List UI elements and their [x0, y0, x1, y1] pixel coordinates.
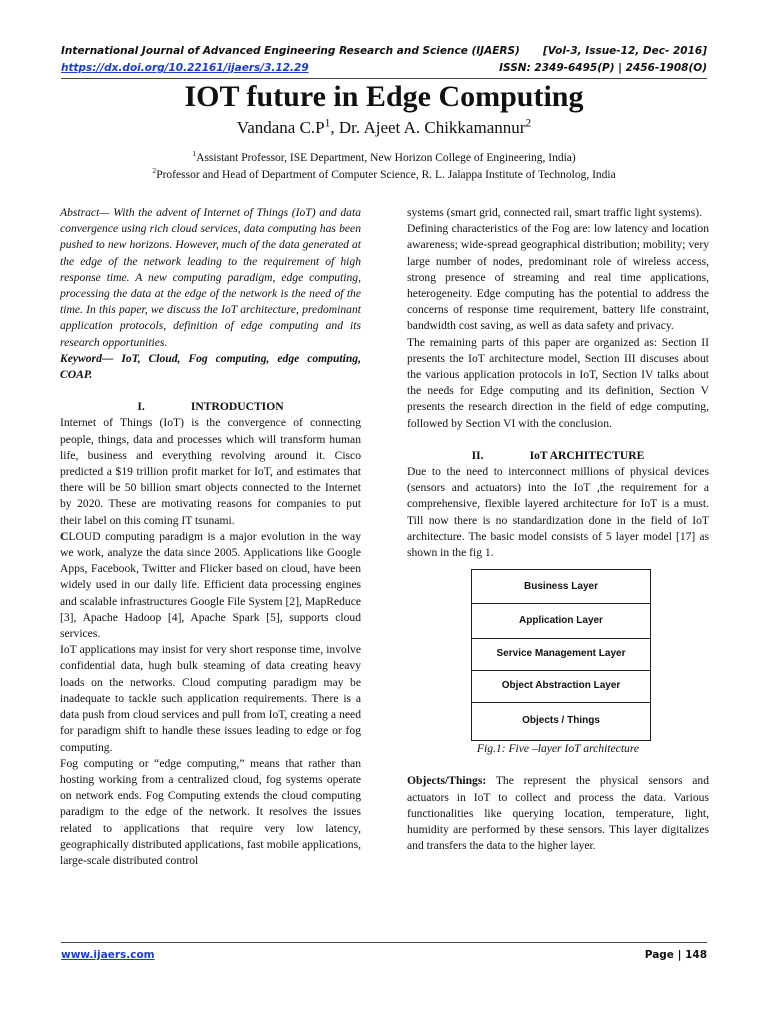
affiliation-2 [0, 166, 768, 181]
objects-things-paragraph [407, 773, 709, 854]
right-paragraph-3: The remaining parts of this paper are organized as: Section II presents the IoT architecture model, Section III discuses about the various application protocols in IoT, Section IV talks about the needs for Edge computing and its definition, Section V presents the research direction in the field of edge computing, followed by Section VI with the conclusion. [407, 335, 709, 430]
footer-rule [61, 942, 707, 943]
right-column [407, 205, 709, 854]
section-1-heading [60, 399, 361, 415]
intro-paragraph-2-text: LOUD computing paradigm is a major evolution in the way we work, analyze the data since 2005. Applications like Google Apps, Facebook, Twitter and Flicker based on cloud, have been widely used in our daily life. Efficient data processing engines and scalable infrastructures Google File System [2], MapReduce [3], Apache Hadoop [4], Apache Spark [5], supports cloud services. [60, 529, 361, 641]
objects-things-text: The represent the physical sensors and actuators in IoT to collect and process the data. Various functionalities like querying location, temperature, light, humidity are performed by these sensors. This layer digitalizes and transfers the data to the higher layer. [407, 774, 709, 853]
abstract: Abstract— With the advent of Internet of Things (IoT) and data convergence using rich cloud services, data computing has been pushed to new horizons. However, much of the data generated at the edge of the network leading to the requirement of high response time. A new computing paradigm, edge computing, processing the data at the edge of the network is the need of the time. In this paper, we discuss the IoT architecture, predominant application protocols, definition of edge computing and its research opportunities. [60, 206, 361, 349]
author-separator: , Dr. Ajeet A. Chikkamannur [330, 118, 526, 137]
author-2-sup: 2 [525, 116, 532, 130]
affiliation-2-sup: 2 [152, 166, 157, 176]
section-2-number: II. [471, 448, 484, 462]
running-header [61, 45, 707, 57]
affiliation-1 [0, 149, 768, 164]
intro-paragraph-4: Fog computing or “edge computing,” means that rather than hosting working from a centralized cloud, fog systems operate on network ends. Fog Computing extends the cloud computing paradigm to the edge of the network. It resolves the issues related to applications that require very low latency, geographically distributed applications, fast mobile applications, large-scale distributed control [60, 756, 361, 867]
figure-layer-objects: Objects / Things [522, 715, 600, 727]
figure-caption: Fig.1: Five –layer IoT architecture [476, 742, 640, 756]
volume-info: [Vol-3, Issue-12, Dec- 2016] [543, 45, 707, 57]
figure-layer-service-management: Service Management Layer [472, 638, 650, 671]
iot-architecture-figure [471, 569, 651, 741]
author-line [0, 118, 768, 138]
section-1-title: INTRODUCTION [190, 400, 284, 414]
running-header-row2 [61, 62, 707, 74]
intro-paragraph-3: IoT applications may insist for very short response time, involve confidential data, hugh bulk steaming of data creating heavy loads on the networks. Cloud computing paradigm may be inadequate to tackle such application requirements. There is a data push from cloud services and pull from IoT, creating a need for paradigm shift to handle these issues leading to edge or fog computing. [60, 643, 361, 754]
author-1-sup: 1 [324, 116, 331, 130]
affiliation-1-text: Assistant Professor, ISE Department, New Horizon College of Engineering, India) [196, 152, 576, 164]
page-footer [61, 949, 707, 961]
objects-things-label: Objects/Things: [407, 774, 487, 788]
keywords: Keyword— IoT, Cloud, Fog computing, edge computing, COAP. [60, 351, 361, 382]
figure-layer-object-abstraction: Object Abstraction Layer [472, 670, 650, 703]
doi-link[interactable]: https://dx.doi.org/10.22161/ijaers/3.12.29 [61, 62, 309, 74]
section-1-number: I. [137, 400, 145, 414]
page-number: Page | 148 [644, 949, 707, 961]
issn-info: ISSN: 2349-6495(P) | 2456-1908(O) [499, 62, 707, 74]
affiliation-1-sup: 1 [192, 149, 197, 159]
intro-paragraph-2 [60, 529, 361, 642]
section-2-heading [407, 448, 709, 464]
right-paragraph-1: systems (smart grid, connected rail, smart traffic light systems). [407, 206, 703, 219]
figure-layer-application: Application Layer [472, 603, 650, 639]
drop-letter: C [60, 529, 69, 543]
journal-website-link[interactable]: www.ijaers.com [61, 949, 155, 961]
section-2-title: IoT ARCHITECTURE [529, 448, 645, 462]
paper-title: IOT future in Edge Computing [184, 80, 584, 113]
right-paragraph-4: Due to the need to interconnect millions of physical devices (sensors and actuators) into the IoT ,the requirement for a comprehensive, flexible layered architecture for IoT is a must. Till now there is no standardization done in the field of IoT architecture. The basic model consists of 5 layer model [17] as shown in the fig 1. [407, 465, 709, 560]
header-rule [61, 78, 707, 79]
intro-paragraph-1: Internet of Things (IoT) is the convergence of connecting people, things, data and processes which will transform human life, business and everything revolving around it. Cisco predicted a $19 trillion profit market for IoT, and estimates that there will be 50 billion smart objects connected to the Internet by 2020. These are motivating reasons for companies to put their label on this coming IT tsunami. [60, 416, 361, 527]
figure-layer-business: Business Layer [472, 570, 650, 604]
affiliation-2-text: Professor and Head of Department of Computer Science, R. L. Jalappa Institute of Technolog, India [156, 169, 616, 181]
right-paragraph-2: Defining characteristics of the Fog are: low latency and location awareness; wide-spread geographical distribution; mobility; very large number of nodes, predominant role of wireless access, strong presence of streaming and real time applications, heterogeneity. Edge computing has the potential to address the concerns of response time requirement, battery life constraint, bandwidth cost saving, as well as data safety and privacy. [407, 222, 709, 333]
journal-name: International Journal of Advanced Engineering Research and Science (IJAERS) [61, 45, 520, 57]
left-column [60, 205, 361, 869]
author-1: Vandana C.P [236, 118, 325, 137]
